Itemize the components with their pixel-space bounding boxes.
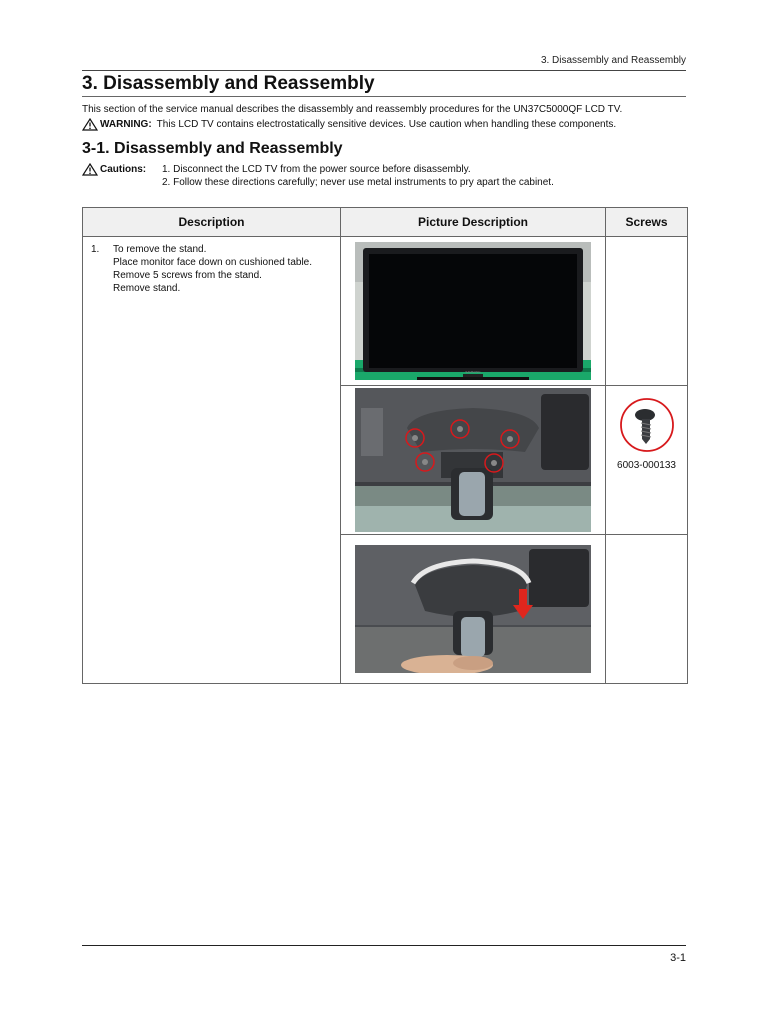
caution-item-2: 2. Follow these directions carefully; never use metal instruments to pry apart the cabinet. [162, 177, 554, 188]
table-row [83, 237, 688, 386]
step-description [83, 237, 341, 684]
warning-line [82, 118, 616, 131]
tv-brand-text: SAMSUNG [465, 370, 481, 374]
remove-stand-photo [355, 545, 591, 673]
caution-icon [82, 163, 98, 176]
table-header-row [83, 208, 688, 237]
page-title: 3. Disassembly and Reassembly [82, 73, 375, 94]
title-rule [82, 96, 686, 97]
picture-cell [341, 535, 606, 684]
cautions-label: Cautions: [100, 164, 147, 175]
screw-part-number: 6003-000133 [617, 460, 676, 471]
intro-text: This section of the service manual describes the disassembly and reassembly procedures for the UN37C5000QF LCD TV. [82, 104, 623, 115]
step-line: Place monitor face down on cushioned table. [113, 257, 313, 268]
step-line: To remove the stand. [113, 244, 207, 255]
header-description: Description [83, 208, 341, 237]
tv-front-photo [355, 242, 591, 380]
picture-cell [341, 386, 606, 535]
warning-text: This LCD TV contains electrostatically sensitive devices. Use caution when handling these components. [156, 119, 617, 130]
header-picture-description: Picture Description [341, 208, 606, 237]
warning-label: WARNING: [100, 119, 152, 130]
caution-item-1: 1. Disconnect the LCD TV from the power source before disassembly. [162, 164, 471, 175]
header-rule [82, 70, 686, 71]
footer-rule [82, 945, 686, 946]
cautions-block [82, 163, 554, 189]
step-number: 1. [91, 244, 100, 255]
stand-screws-photo [355, 388, 591, 532]
warning-icon [82, 118, 98, 131]
screws-cell-empty [606, 237, 688, 386]
step-line: Remove 5 screws from the stand. [113, 270, 262, 281]
running-header: 3. Disassembly and Reassembly [540, 55, 686, 66]
page-number: 3-1 [670, 952, 686, 964]
screws-cell [606, 386, 688, 535]
header-screws: Screws [606, 208, 688, 237]
section-title: 3-1. Disassembly and Reassembly [82, 140, 343, 157]
picture-cell [341, 237, 606, 386]
procedure-table [82, 207, 688, 684]
step-line: Remove stand. [113, 283, 181, 294]
screws-cell-empty [606, 535, 688, 684]
screw-icon [615, 396, 679, 456]
